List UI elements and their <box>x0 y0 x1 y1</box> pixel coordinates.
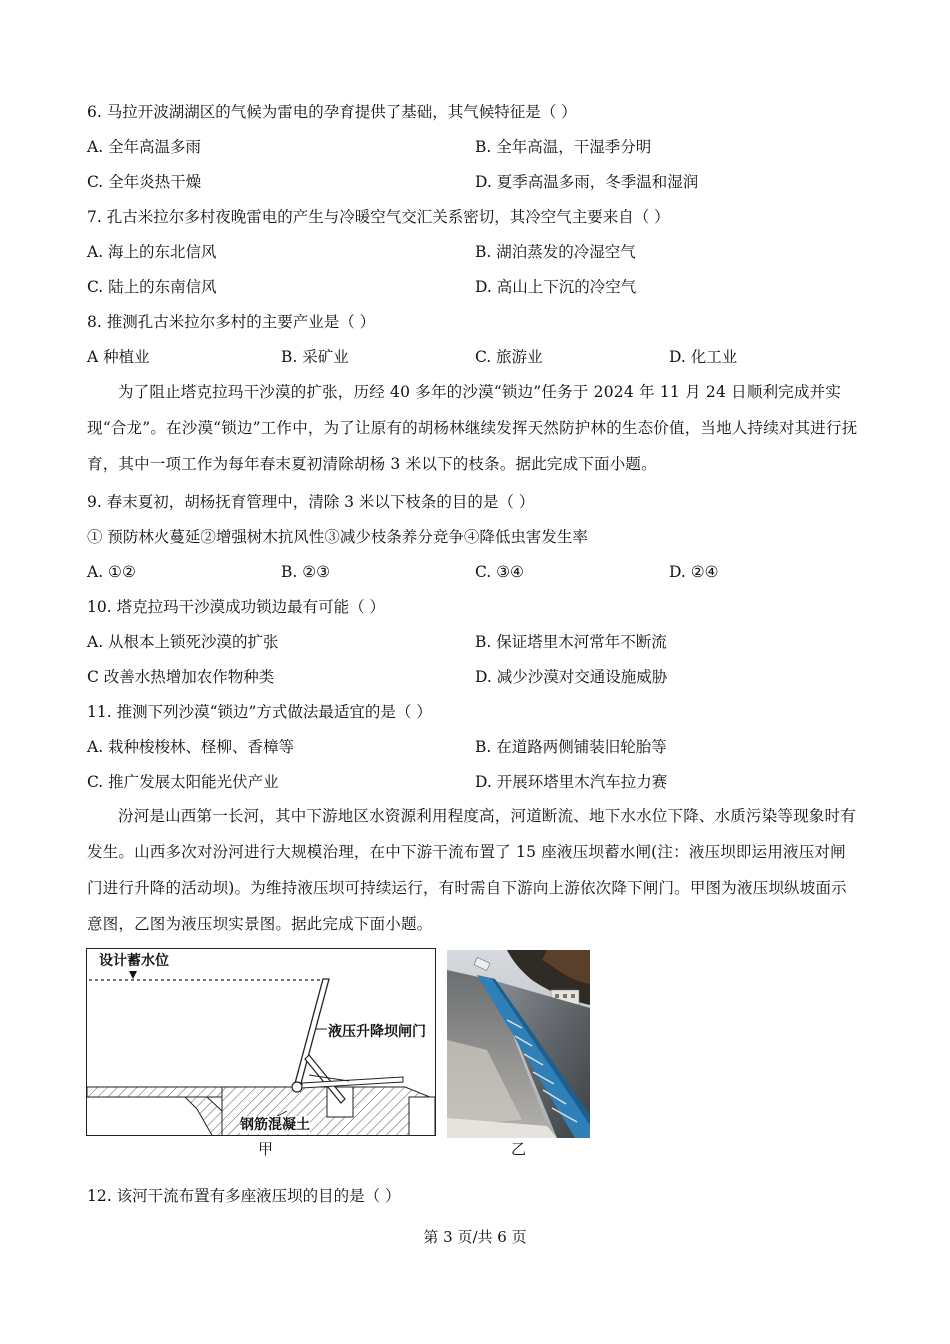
q7-option-d: D. 高山上下沉的冷空气 <box>475 278 637 296</box>
hydraulic-dam-diagram <box>86 948 436 1136</box>
figure-caption-jia: 甲 <box>258 1140 274 1158</box>
q8-option-c: C. 旅游业 <box>475 348 543 366</box>
page-footer: 第 3 页/共 6 页 <box>423 1228 527 1246</box>
q11-option-b: B. 在道路两侧铺装旧轮胎等 <box>475 738 667 756</box>
dam-diagram-svg <box>87 949 436 1136</box>
q6-option-d: D. 夏季高温多雨，冬季温和湿润 <box>475 173 699 191</box>
water-level-label: 设计蓄水位 <box>99 953 169 969</box>
q9-option-a: A. ①② <box>87 563 136 581</box>
q8-stem: 8. 推测孔古米拉尔多村的主要产业是（ ） <box>87 313 376 331</box>
gate-leaf <box>294 979 329 1087</box>
gate-lowered-position <box>302 1077 403 1088</box>
q8-option-d: D. 化工业 <box>669 348 738 366</box>
q12-stem: 12. 该河干流布置有多座液压坝的目的是（ ） <box>87 1187 401 1205</box>
gate-hinge <box>292 1082 302 1092</box>
q8-option-b: B. 采矿业 <box>281 348 349 366</box>
gate-label: 液压升降坝闸门 <box>328 1024 426 1040</box>
q11-stem: 11. 推测下列沙漠“锁边”方式做法最适宜的是（ ） <box>87 703 432 721</box>
concrete-label: 钢筋混凝土 <box>240 1117 310 1133</box>
q6-option-a: A. 全年高温多雨 <box>87 138 202 156</box>
hydraulic-dam-photo <box>447 950 590 1138</box>
q8-option-a: A 种植业 <box>87 348 150 366</box>
q7-option-c: C. 陆上的东南信风 <box>87 278 217 296</box>
q11-option-a: A. 栽种梭梭林、柽柳、香樟等 <box>87 738 295 756</box>
q9-option-b: B. ②③ <box>281 563 331 581</box>
q7-option-a: A. 海上的东北信风 <box>87 243 217 261</box>
upstream-apron <box>87 1087 222 1097</box>
q9-options-line: ① 预防林火蔓延②增强树木抗风性③减少枝条养分竞争④降低虫害发生率 <box>87 528 588 546</box>
q10-stem: 10. 塔克拉玛干沙漠成功锁边最有可能（ ） <box>87 598 386 616</box>
q9-option-d: D. ②④ <box>669 563 719 581</box>
q11-option-c: C. 推广发展太阳能光伏产业 <box>87 773 279 791</box>
q9-stem: 9. 春末夏初，胡杨抚育管理中，清除 3 米以下枝条的目的是（ ） <box>87 493 535 511</box>
water-level-marker <box>129 971 137 979</box>
q10-option-a: A. 从根本上锁死沙漠的扩张 <box>87 633 279 651</box>
q6-option-b: B. 全年高温，干湿季分明 <box>475 138 652 156</box>
q6-stem: 6. 马拉开波湖湖区的气候为雷电的孕育提供了基础，其气候特征是（ ） <box>87 103 577 121</box>
figure-caption-yi: 乙 <box>511 1140 527 1158</box>
q11-option-d: D. 开展环塔里木汽车拉力赛 <box>475 773 668 791</box>
q7-stem: 7. 孔古米拉尔多村夜晚雷电的产生与冷暖空气交汇关系密切，其冷空气主要来自（ ） <box>87 208 670 226</box>
passage-fen-river: 汾河是山西第一长河，其中下游地区水资源利用程度高，河道断流、地下水水位下降、水质污染等现象时有发生。山西多次对汾河进行大规模治理，在中下游干流布置了 15 座液压坝蓄水闸(注：液压坝即运用液压对闸门进行升降的活动坝)。为维持液压坝可持续运行，有时需自下游向上游依次降下闸门。甲图为液压坝纵坡面示意图，乙图为液压坝实景图。据此完成下面小题。 <box>87 807 856 933</box>
passage-desert-lockedge: 为了阻止塔克拉玛干沙漠的扩张，历经 40 多年的沙漠“锁边”任务于 2024 年 11 月 24 日顺利完成并实现“合龙”。在沙漠“锁边”工作中，为了让原有的胡杨林继续发挥天然防护林的生态价值，当地人持续对其进行抚育，其中一项工作为每年春末夏初清除胡杨 3 米以下的枝条。据此完成下面小题。 <box>87 383 858 473</box>
q7-option-b: B. 湖泊蒸发的冷湿空气 <box>475 243 636 261</box>
q9-option-c: C. ③④ <box>475 563 524 581</box>
q10-option-c: C 改善水热增加农作物种类 <box>87 668 275 686</box>
q10-option-d: D. 减少沙漠对交通设施威胁 <box>475 668 668 686</box>
q6-option-c: C. 全年炎热干燥 <box>87 173 202 191</box>
dam-photo-svg <box>447 950 590 1138</box>
q10-option-b: B. 保证塔里木河常年不断流 <box>475 633 667 651</box>
